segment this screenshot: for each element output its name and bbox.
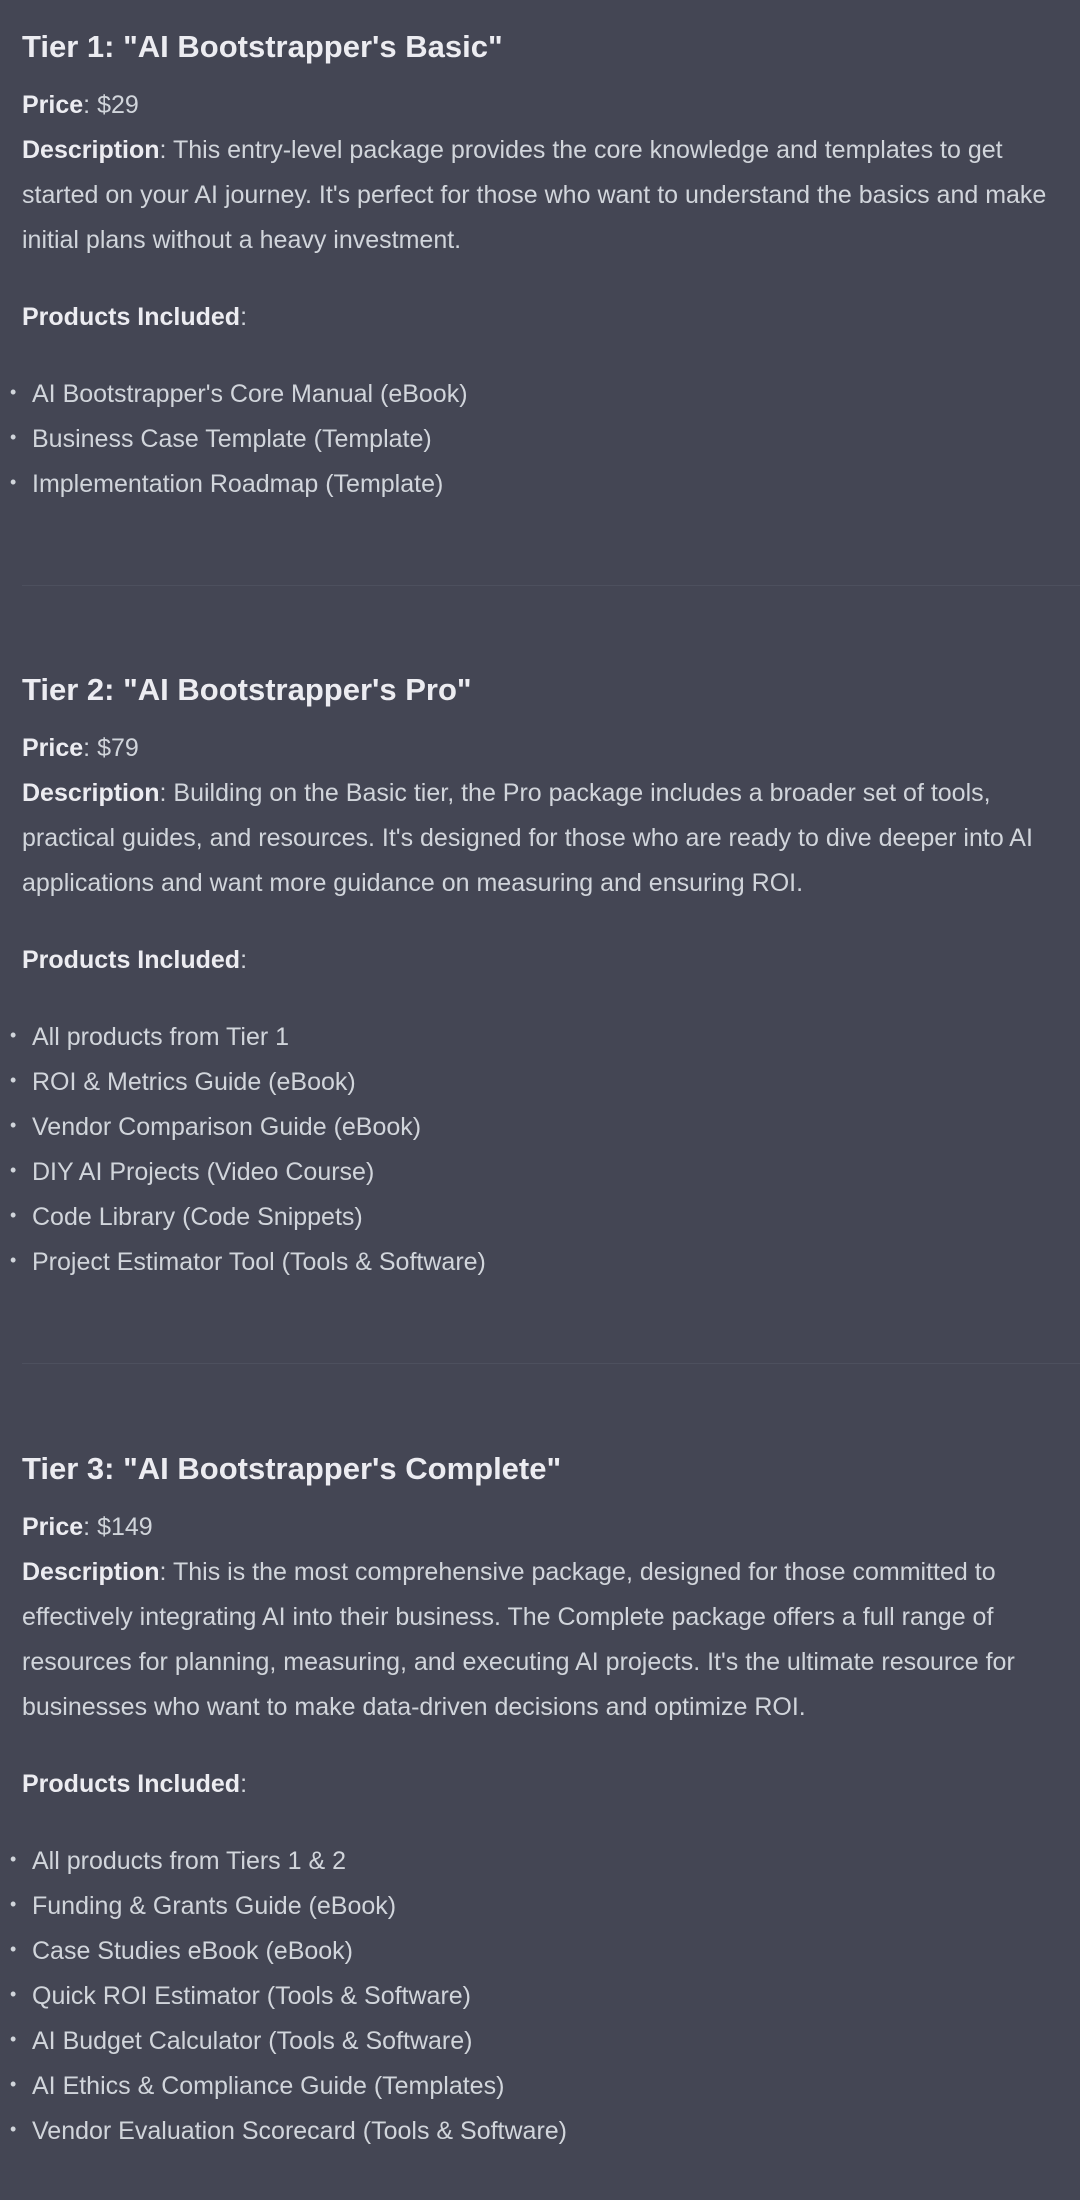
bullet-icon: • [10,1205,17,1225]
product-name: All products from Tiers 1 & 2 [32,1847,347,1875]
list-item [10,1105,1080,1150]
price-line [22,726,1080,771]
list-item [10,2019,1080,2064]
products-heading [22,1762,1080,1807]
bullet-icon: • [10,1250,17,1270]
tier-1-section [10,25,1080,507]
price-line [22,83,1080,128]
bullet-icon: • [10,472,17,492]
product-name: All products from Tier 1 [32,1023,290,1051]
product-name: Code Library (Code Snippets) [32,1203,363,1231]
products-label: Products Included [22,946,241,974]
list-item [10,462,1080,507]
products-heading [22,295,1080,340]
product-name: AI Ethics & Compliance Guide (Templates) [32,2072,505,2100]
list-item [10,1884,1080,1929]
list-item [10,1150,1080,1195]
tier-title: Tier 1: "AI Bootstrapper's Basic" [22,29,503,64]
description-text: : Building on the Basic tier, the Pro package includes a broader set of tools, practical guides, and resources. It's designed for those who are ready to dive deeper into AI applications and want more guidance on measuring and ensuring ROI. [22,779,1033,897]
list-item [10,1974,1080,2019]
products-list [10,372,1080,507]
description-text: : This entry-level package provides the core knowledge and templates to get started on your AI journey. It's perfect for those who want to understand the basics and make initial plans without a heavy investment. [22,136,1047,254]
list-item [10,1195,1080,1240]
product-name: AI Bootstrapper's Core Manual (eBook) [32,380,468,408]
list-item [10,1240,1080,1285]
products-label: Products Included [22,1770,241,1798]
product-name: Project Estimator Tool (Tools & Software) [32,1248,486,1276]
product-name: Vendor Evaluation Scorecard (Tools & Software) [32,2117,567,2145]
products-heading [22,938,1080,983]
list-item [10,372,1080,417]
price-value: : $29 [83,91,139,119]
price-line [22,1505,1080,1550]
product-name: Funding & Grants Guide (eBook) [32,1892,397,1920]
products-list [10,1015,1080,1285]
price-label: Price [22,734,84,762]
tier-title: Tier 2: "AI Bootstrapper's Pro" [22,672,472,707]
bullet-icon: • [10,1160,17,1180]
bullet-icon: • [10,427,17,447]
price-value: : $149 [83,1513,153,1541]
product-name: Quick ROI Estimator (Tools & Software) [32,1982,472,2010]
divider [22,1363,1080,1364]
bullet-icon: • [10,1939,17,1959]
products-label: Products Included [22,303,241,331]
bullet-icon: • [10,1984,17,2004]
list-item [10,1060,1080,1105]
tier-title: Tier 3: "AI Bootstrapper's Complete" [22,1451,562,1486]
bullet-icon: • [10,1115,17,1135]
list-item [10,2064,1080,2109]
tier-3-section [10,1447,1080,2154]
list-item [10,417,1080,462]
products-colon: : [240,946,248,974]
bullet-icon: • [10,1849,17,1869]
product-name: Business Case Template (Template) [32,425,432,453]
products-colon: : [240,1770,248,1798]
product-name: AI Budget Calculator (Tools & Software) [32,2027,473,2055]
product-name: Case Studies eBook (eBook) [32,1937,354,1965]
list-item [10,1929,1080,1974]
description-text: : This is the most comprehensive package, designed for those committed to effectively integrating AI into their business. The Complete package offers a full range of resources for planning, measuring, and executing AI projects. It's the ultimate resource for businesses who want to make data-driven decisions and optimize ROI. [22,1558,1015,1721]
price-value: : $79 [83,734,139,762]
bullet-icon: • [10,382,17,402]
products-list [10,1839,1080,2154]
description-label: Description [22,136,160,164]
product-name: DIY AI Projects (Video Course) [32,1158,375,1186]
description-label: Description [22,779,160,807]
bullet-icon: • [10,1025,17,1045]
description-label: Description [22,1558,160,1586]
bullet-icon: • [10,2074,17,2094]
product-name: ROI & Metrics Guide (eBook) [32,1068,356,1096]
bullet-icon: • [10,1070,17,1090]
bullet-icon: • [10,2119,17,2139]
description-line [22,128,1080,263]
products-colon: : [240,303,248,331]
list-item [10,2109,1080,2154]
bullet-icon: • [10,2029,17,2049]
product-name: Implementation Roadmap (Template) [32,470,444,498]
product-name: Vendor Comparison Guide (eBook) [32,1113,422,1141]
tier-2-section [10,668,1080,1285]
divider [22,585,1080,586]
price-label: Price [22,1513,84,1541]
list-item [10,1015,1080,1060]
price-label: Price [22,91,84,119]
description-line [22,1550,1080,1730]
list-item [10,1839,1080,1884]
bullet-icon: • [10,1894,17,1914]
description-line [22,771,1080,906]
